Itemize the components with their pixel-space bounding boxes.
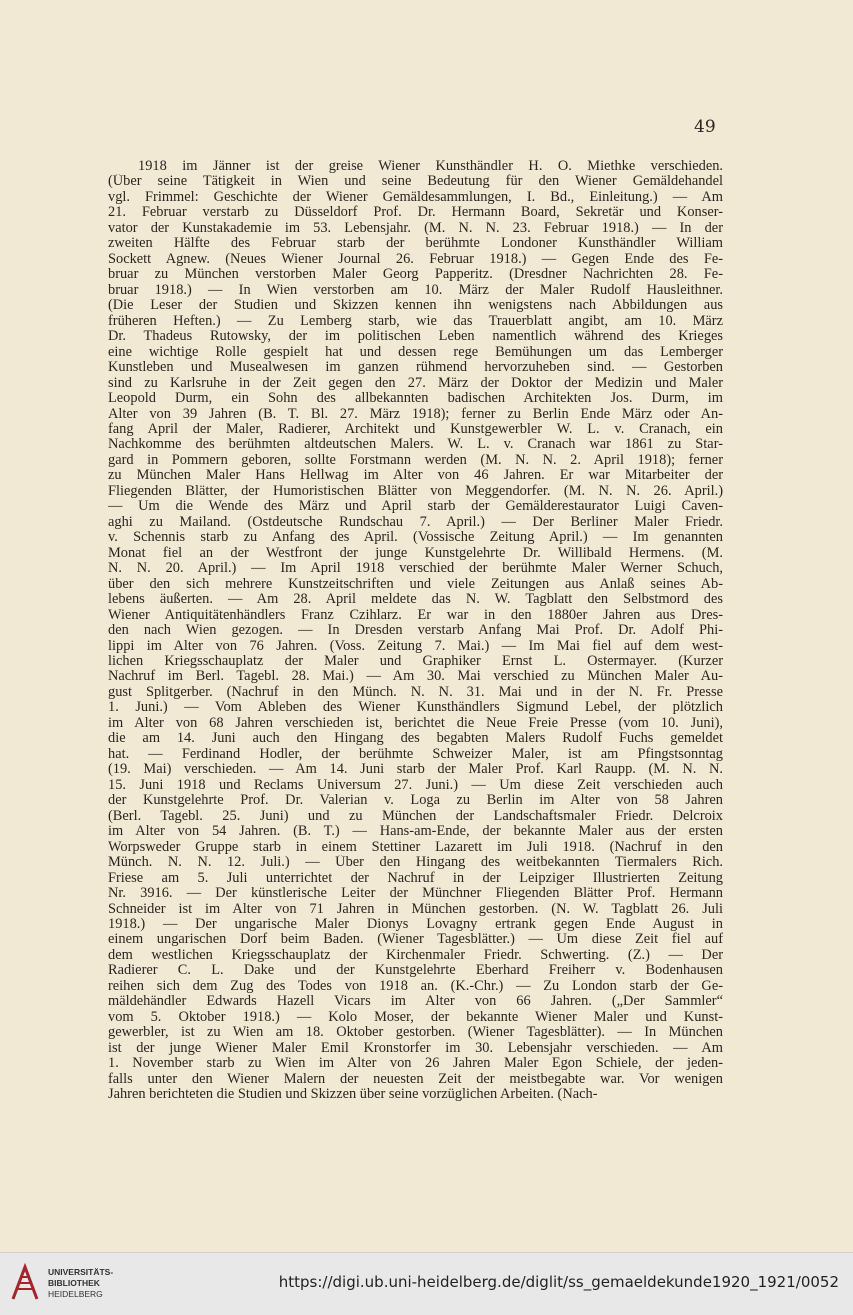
text-line: Münch. N. N. 12. Juli.) — Über den Hingang des weitbekannten Tiermalers Rich. <box>108 855 723 871</box>
text-line: die am 14. Juni auch den Hingang des begabten Malers Rudolf Fuchs gemeldet <box>108 731 723 747</box>
text-line: aghi zu Mailand. (Ostdeutsche Rundschau 7. April.) — Der Berliner Maler Friedr. <box>108 514 723 530</box>
text-line: über den sich mehrere Kunstzeitschriften und viele Zeitungen aus Anlaß seines Ab- <box>108 576 723 592</box>
viewer-footer <box>0 1252 853 1315</box>
text-line: im Alter von 68 Jahren verschieden ist, berichtet die Neue Freie Presse (vom 10. Juni), <box>108 715 723 731</box>
text-line: Jahren berichteten die Studien und Skizzen über seine vorzüglichen Arbeiten. (Nach- <box>108 1087 598 1103</box>
library-name <box>48 1267 113 1300</box>
text-line: 21. Februar verstarb zu Düsseldorf Prof. Dr. Hermann Board, Sekretär und Konser- <box>108 205 723 221</box>
text-line: Fliegenden Blätter, der Humoristischen Blätter von Meggendorfer. (M. N. N. 26. April.) <box>108 483 723 499</box>
text-line: Nr. 3916. — Der künstlerische Leiter der Münchner Fliegenden Blätter Prof. Hermann <box>108 886 723 902</box>
text-line: bruar 1918.) — In Wien verstorben am 10. März der Maler Rudolf Hausleithner. <box>108 282 723 298</box>
text-line: im Alter von 54 Jahren. (B. T.) — Hans-am-Ende, der bekannte Maler aus der ersten <box>108 824 723 840</box>
text-line: zu München Maler Hans Hellwag im Alter von 46 Jahren. Er war Mitarbeiter der <box>108 468 723 484</box>
text-line: vom 5. Oktober 1918.) — Kolo Moser, der bekannte Wiener Maler und Kunst- <box>108 1009 723 1025</box>
text-line: (Die Leser der Studien und Skizzen kennen ihn wenigstens nach Abbildungen aus <box>108 298 723 314</box>
text-line: lichen Kriegsschauplatz der Maler und Graphiker Ernst L. Ostermayer. (Kurzer <box>108 654 723 669</box>
library-line: BIBLIOTHEK <box>48 1278 100 1288</box>
text-line: Worpsweder Gruppe starb in einem Stettiner Lazarett im Juli 1918. (Nachruf in den <box>108 839 723 855</box>
text-line: vgl. Frimmel: Geschichte der Wiener Gemäldesammlungen, I. Bd., Einleitung.) — Am <box>108 189 723 205</box>
text-line: zweiten Hälfte des Februar starb der berühmte Londoner Kunsthändler William <box>108 236 723 252</box>
text-line: v. Schennis starb zu Anfang des April. (Vossische Zeitung April.) — Im genannten <box>108 530 723 546</box>
text-line: Leopold Durm, ein Sohn des allbekannten badischen Architekten Jos. Durm, im <box>108 391 723 407</box>
text-line: einem ungarischen Dorf beim Baden. (Wiener Tagesblätter.) — Um diese Zeit fiel auf <box>108 932 723 948</box>
text-line: mäldehändler Edwards Hazell Vicars im Alter von 66 Jahren. („Der Sammler“ <box>108 994 723 1010</box>
text-line: Nachkomme des berühmten altdeutschen Malers. W. L. v. Cranach war 1861 zu Star- <box>108 437 723 453</box>
text-line: eine wichtige Rolle gespielt hat und dessen rege Bemühungen um das Lemberger <box>108 344 723 360</box>
text-line: Friese am 5. Juli unterrichtet der Nachruf in der Leipziger Illustrierten Zeitung <box>108 870 723 886</box>
text-line: bruar zu München verstorben Maler Georg Papperitz. (Dresdner Nachrichten 28. Fe- <box>108 267 723 283</box>
text-line: den nach Wien gezogen. — In Dresden verstarb Anfang Mai Prof. Dr. Adolf Phi- <box>108 623 723 639</box>
text-line: der Kunstgelehrte Prof. Dr. Valerian v. Loga zu Berlin im Alter von 58 Jahren <box>108 793 723 809</box>
text-line: lippi im Alter von 76 Jahren. (Voss. Zeitung 7. Mai.) — Im Mai fiel auf dem west- <box>108 638 723 654</box>
text-line: gust Splitgerber. (Nachruf in den Münch. N. N. 31. Mai und in der N. Fr. Presse <box>108 684 723 700</box>
text-line: Dr. Thadeus Rutowsky, der im politischen Leben namentlich während des Krieges <box>108 329 723 345</box>
text-line: Wiener Antiquitätenhändlers Franz Czihlarz. Er war in den 1880er Jahren aus Dres- <box>108 607 723 623</box>
text-line: (19. Mai) verschieden. — Am 14. Juni starb der Maler Prof. Karl Raupp. (M. N. N. <box>108 762 723 778</box>
text-line: vator der Kunstakademie im 53. Lebensjahr. (M. N. N. 23. Februar 1918.) — In der <box>108 220 723 236</box>
text-line: fang April der Maler, Radierer, Architekt und Kunstgewerbler W. L. v. Cranach, ein <box>108 421 723 437</box>
permalink-url[interactable]: https://digi.ub.uni-heidelberg.de/diglit/ss_gemaeldekunde1920_1921/0052 <box>278 1273 839 1291</box>
text-line: 1. Juni.) — Vom Ableben des Wiener Kunsthändlers Sigmund Lebel, der plötzlich <box>108 700 723 716</box>
text-line: Nachruf im Berl. Tagebl. 28. Mai.) — Am 30. Mai verschied zu München Maler Au- <box>108 669 723 685</box>
text-line: 1918.) — Der ungarische Maler Dionys Lovagny ertrank gegen Ende August in <box>108 916 723 932</box>
text-line: 1. November starb zu Wien im Alter von 26 Jahren Maler Egon Schiele, der jeden- <box>108 1056 723 1072</box>
text-line: (Berl. Tagebl. 25. Juni) und zu München der Landschaftsmaler Friedr. Delcroix <box>108 808 723 824</box>
text-line: (Über seine Tätigkeit in Wien und seine Bedeutung für den Wiener Gemäldehandel <box>108 174 723 190</box>
text-line: sind zu Karlsruhe in der Zeit gegen den 27. März der Doktor der Medizin und Maler <box>108 375 723 391</box>
text-line: 15. Juni 1918 und Reclams Universum 27. Juni.) — Um diese Zeit verschieden auch <box>108 777 723 793</box>
text-line: Schneider ist im Alter von 71 Jahren in München gestorben. (N. W. Tagblatt 26. Juli <box>108 901 723 917</box>
text-line: Radierer C. L. Dake und der Kunstgelehrte Eberhard Freiherr v. Bodenhausen <box>108 963 723 979</box>
library-line: HEIDELBERG <box>48 1289 103 1299</box>
text-line: reihen sich dem Zug des Todes von 1918 an. (K.-Chr.) — Zu London starb der Ge- <box>108 978 723 994</box>
text-line: — Um die Wende des März und April starb der Gemälderestaurator Luigi Caven- <box>108 499 723 515</box>
text-line: Alter von 39 Jahren (B. T. Bl. 27. März 1918); ferner zu Berlin Ende März oder An- <box>108 406 723 422</box>
text-line: falls unter den Wiener Malern der neuesten Zeit der meistbegabte war. Vor wenigen <box>108 1071 723 1087</box>
text-line: früheren Heften.) — Zu Lemberg starb, wie das Trauerblatt angibt, am 10. März <box>108 313 723 329</box>
text-line: dem westlichen Kriegsschauplatz der Kirchenmaler Friedr. Schwerting. (Z.) — Der <box>108 947 723 963</box>
text-line: hat. — Ferdinand Hodler, der berühmte Schweizer Maler, ist am Pfingstsonntag <box>108 746 723 762</box>
text-line: Sockett Agnew. (Neues Wiener Journal 26. Februar 1918.) — Gegen Ende des Fe- <box>108 251 723 267</box>
text-line: lebens äußerten. — Am 28. April meldete das N. W. Tagblatt den Selbstmord des <box>108 592 723 608</box>
text-line: gewerbler, ist zu Wien am 18. Oktober gestorben. (Wiener Tagesblätter). — In München <box>108 1025 723 1041</box>
page-number: 49 <box>694 117 716 137</box>
text-line: N. N. 20. April.) — Im April 1918 verschied der berühmte Maler Werner Schuch, <box>108 561 723 577</box>
library-logo-icon <box>10 1263 40 1303</box>
text-line: 1918 im Jänner ist der greise Wiener Kunsthändler H. O. Miethke verschieden. <box>138 159 723 174</box>
library-line: UNIVERSITÄTS- <box>48 1267 114 1277</box>
text-line: Monat fiel an der Westfront der junge Kunstgelehrte Dr. Willibald Hermens. (M. <box>108 545 723 561</box>
text-line: Kunstleben und Musealwesen im ganzen rühmend hervorzuheben sind. — Gestorben <box>108 360 723 376</box>
text-line: ist der junge Wiener Maler Emil Kronstorfer im 30. Lebensjahr verschieden. — Am <box>108 1040 723 1056</box>
text-line: gard in Pommern geboren, sollte Forstmann werden (M. N. N. 2. April 1918); ferner <box>108 452 723 468</box>
body-text <box>108 159 723 1103</box>
